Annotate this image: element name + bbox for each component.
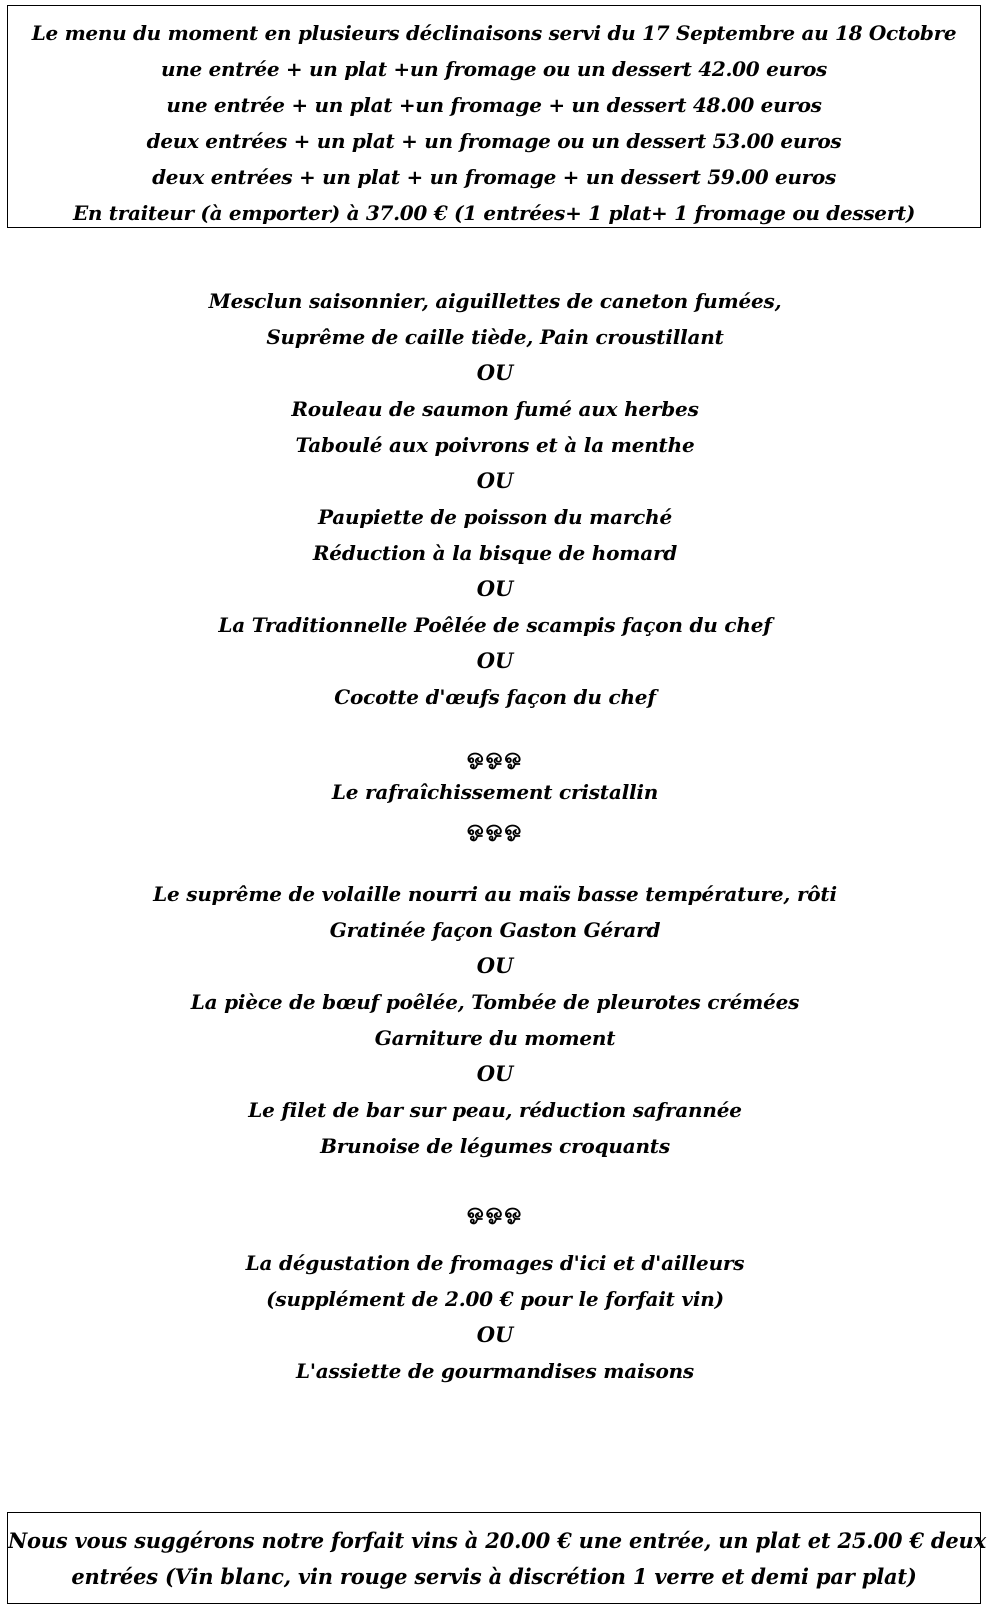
intermezzo-text: Le rafraîchissement cristallin bbox=[331, 780, 659, 804]
pricing-takeaway: En traiteur (à emporter) à 37.00 € (1 entrées+ 1 plat+ 1 fromage ou dessert) bbox=[72, 201, 916, 225]
or-separator: OU bbox=[476, 576, 514, 601]
or-separator: OU bbox=[476, 648, 514, 673]
main-2-line-2: Garniture du moment bbox=[374, 1026, 616, 1050]
or-separator: OU bbox=[476, 468, 514, 493]
main-3-line-1: Le filet de bar sur peau, réduction safrannée bbox=[248, 1098, 742, 1122]
starter-2-line-2: Taboulé aux poivrons et à la menthe bbox=[295, 433, 695, 457]
pricing-option-3: deux entrées + un plat + un fromage ou un dessert 53.00 euros bbox=[146, 129, 842, 153]
starter-3-line-1: Paupiette de poisson du marché bbox=[317, 505, 673, 529]
starter-1-line-2: Suprême de caille tiède, Pain croustillant bbox=[266, 325, 724, 349]
starters-section bbox=[0, 283, 990, 715]
pricing-option-4: deux entrées + un plat + un fromage + un dessert 59.00 euros bbox=[152, 165, 836, 189]
main-3-line-2: Brunoise de légumes croquants bbox=[320, 1134, 670, 1158]
main-2-line-1: La pièce de bœuf poêlée, Tombée de pleurotes crémées bbox=[190, 990, 800, 1014]
pricing-option-2: une entrée + un plat +un fromage + un dessert 48.00 euros bbox=[166, 93, 822, 117]
starter-3-line-2: Réduction à la bisque de homard bbox=[312, 541, 678, 565]
wine-pairing-box bbox=[7, 1512, 986, 1604]
mains-section bbox=[0, 876, 990, 1164]
dessert-2-line-1: L'assiette de gourmandises maisons bbox=[296, 1359, 694, 1383]
ornament-divider bbox=[0, 1193, 990, 1229]
starter-2-line-1: Rouleau de saumon fumé aux herbes bbox=[291, 397, 699, 421]
ornament-icon: ஓஓஓ bbox=[466, 1199, 524, 1223]
wine-offer-line-1: Nous vous suggérons notre forfait vins à 20.00 € une entrée, un plat et 25.00 € deux bbox=[8, 1528, 986, 1553]
desserts-section bbox=[0, 1245, 990, 1389]
dessert-1-line-2: (supplément de 2.00 € pour le forfait vin) bbox=[266, 1287, 724, 1311]
pricing-option-1: une entrée + un plat +un fromage ou un dessert 42.00 euros bbox=[161, 57, 827, 81]
pricing-intro: Le menu du moment en plusieurs déclinaisons servi du 17 Septembre au 18 Octobre bbox=[31, 21, 957, 45]
or-separator: OU bbox=[476, 1061, 514, 1086]
or-separator: OU bbox=[476, 360, 514, 385]
intermezzo-section bbox=[0, 738, 990, 846]
or-separator: OU bbox=[476, 953, 514, 978]
main-1-line-2: Gratinée façon Gaston Gérard bbox=[329, 918, 661, 942]
or-separator: OU bbox=[476, 1322, 514, 1347]
pricing-box bbox=[7, 5, 981, 228]
wine-offer-line-2: entrées (Vin blanc, vin rouge servis à discrétion 1 verre et demi par plat) bbox=[71, 1564, 917, 1589]
ornament-icon: ஓஓஓ bbox=[466, 816, 524, 840]
starter-5-line-1: Cocotte d'œufs façon du chef bbox=[334, 685, 656, 709]
main-1-line-1: Le suprême de volaille nourri au maïs basse température, rôti bbox=[153, 882, 837, 906]
dessert-1-line-1: La dégustation de fromages d'ici et d'ailleurs bbox=[245, 1251, 745, 1275]
starter-4-line-1: La Traditionnelle Poêlée de scampis façon du chef bbox=[218, 613, 772, 637]
starter-1-line-1: Mesclun saisonnier, aiguillettes de caneton fumées, bbox=[208, 289, 782, 313]
ornament-icon: ஓஓஓ bbox=[466, 744, 524, 768]
